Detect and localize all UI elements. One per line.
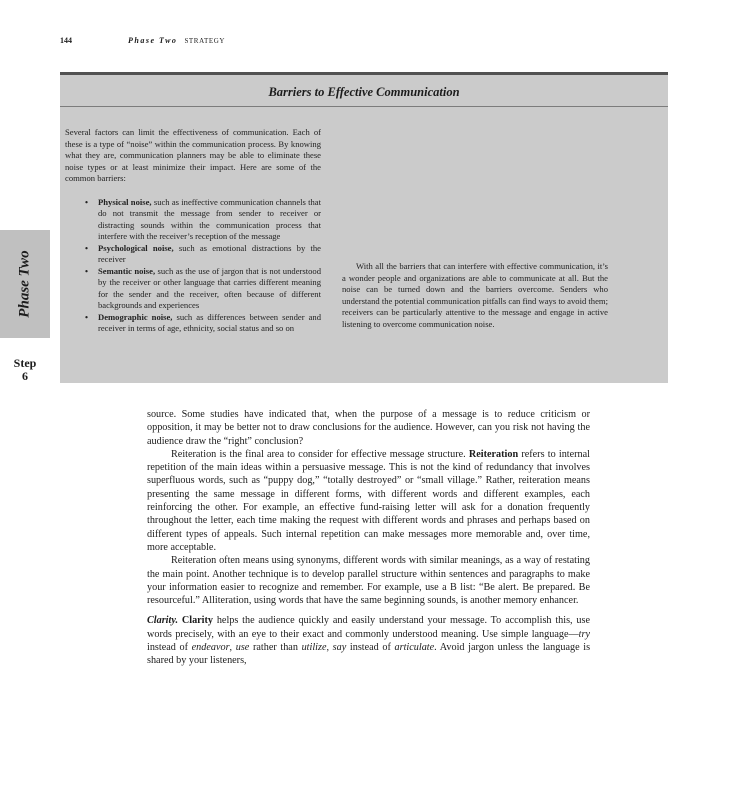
sidebar-closing: With all the barriers that can interfere with effective communication, it’s a wonder people and organizations are able to communicate at all. But the noise can be turned down and the barriers overcome. Senders who understand the potential communication pitfalls can find ways to avoid them; receivers can be particularly attentive to the message and engage in active listening to overcome communication noise. — [342, 261, 608, 329]
phase-tab-label: Phase Two — [16, 250, 33, 318]
paragraph: source. Some studies have indicated that, when the purpose of a message is to reduce criticism or opposition, it may be better not to draw conclusions for the audience. However, can you risk not having the audience draw the “right” conclusion? — [147, 409, 590, 447]
step-marker — [0, 357, 50, 383]
body-text — [147, 408, 590, 668]
term-reiteration: Reiteration — [468, 448, 519, 460]
sidebar-box — [60, 72, 668, 383]
sidebar-left-column — [65, 127, 321, 335]
running-header-phase: Phase Two — [128, 36, 178, 45]
running-header — [60, 36, 225, 45]
bullet-icon: • — [85, 242, 89, 253]
clarity-heading: Clarity. — [147, 615, 179, 627]
sidebar-title-rule — [60, 106, 668, 107]
barrier-item: • Semantic noise, such as the use of jargon that is not understood by the receiver or other language that carries different meaning for the sender and the receiver, often because of different backgrounds and experiences — [85, 265, 321, 310]
bullet-icon: • — [85, 196, 89, 207]
running-header-section: STRATEGY — [184, 37, 226, 45]
paragraph: Clarity. Clarity helps the audience quickly and easily understand your message. To accomplish this, use words precisely, with an eye to their exact and commonly understood meaning. Use simple language—try instead of endeavor, use rather than utilize, say instead of articulate. Avoid jargon unless the language is shared by your listeners, — [147, 615, 591, 667]
sidebar-title: Barriers to Effective Communication — [268, 85, 460, 99]
step-word: Step — [13, 356, 37, 370]
bullet-icon: • — [85, 311, 89, 322]
term-clarity: Clarity — [181, 615, 213, 627]
page-number: 144 — [60, 36, 72, 45]
sidebar-intro: Several factors can limit the effectiveness of communication. Each of these is a type of “noise” within the communication process. By knowing what they are, communication planners may be able to eliminate these noise types or at least minimize their impact. Here are some of the common barriers: — [65, 127, 321, 183]
barrier-item: • Psychological noise, such as emotional distractions by the receiver — [85, 242, 321, 264]
barrier-item: • Demographic noise, such as differences between sender and receiver in terms of age, ethnicity, social status and so on — [85, 311, 321, 333]
barrier-list — [65, 197, 321, 335]
step-number: 6 — [22, 369, 28, 383]
sidebar-right-column — [342, 261, 608, 330]
bullet-icon: • — [85, 265, 89, 276]
phase-tab — [0, 230, 50, 338]
paragraph: Reiteration often means using synonyms, different words with similar meanings, as a way of restating the main point. Another technique is to develop parallel structure within sentences and paragraphs to make your information easier to recognize and remember. For example, use a B list: “Be alert. Be prepared. Be resourceful.” Alliteration, using words that have the same beginning sounds, is another memory enhancer. — [147, 555, 590, 607]
barrier-item: • Physical noise, such as ineffective communication channels that do not transmit the message from sender to receiver or distracting sounds within the communication process that interfere with the receiver’s reception of the message — [85, 196, 322, 241]
paragraph: Reiteration is the final area to consider for effective message structure. Reiteration refers to internal repetition of the main ideas within a persuasive message. This is not the kind of redundancy that involves superfluous words, such as “puppy dog,” “totally destroyed” or “small village.” Rather, reiteration means presenting the same message in different forms, with different words and different examples, each reinforcing the other. For example, an effective fund-raising letter will ask for a donation frequently throughout the letter, each time making the request with different words and phrases and perhaps based on different types of appeals. Such internal repetition can make messages more memorable and, over time, more acceptable. — [147, 448, 590, 553]
